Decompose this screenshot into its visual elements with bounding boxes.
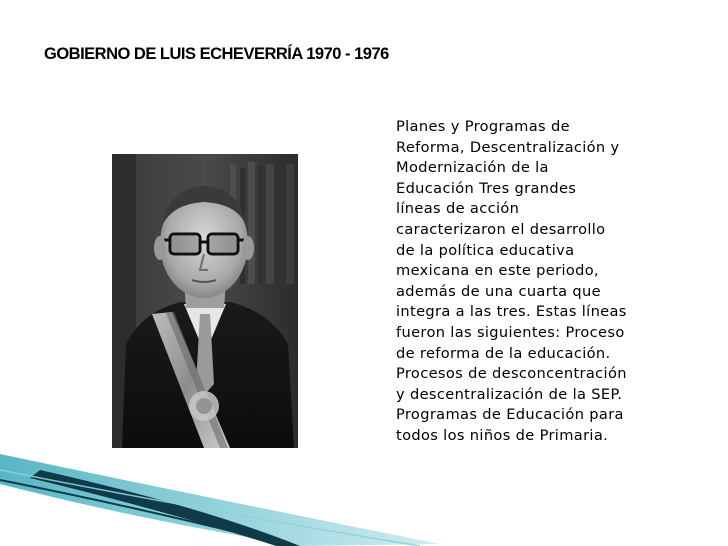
body-paragraph <box>396 117 664 447</box>
body-line: Educación Tres grandes <box>396 179 577 197</box>
body-line: mexicana en este periodo, <box>396 262 600 280</box>
body-line: fueron las siguientes: Proceso <box>396 323 625 341</box>
decorative-swoosh <box>0 440 728 546</box>
body-line: caracterizaron el desarrollo <box>396 220 606 238</box>
body-line: Procesos de desconcentración <box>396 365 627 383</box>
body-line: Reforma, Descentralización y <box>396 138 620 156</box>
body-line: integra a las tres. Estas líneas <box>396 303 627 321</box>
body-line: de la política educativa <box>396 241 575 259</box>
body-line: todos los niños de Primaria. <box>396 426 609 444</box>
body-line: líneas de acción <box>396 200 520 218</box>
body-line: Programas de Educación para <box>396 406 624 424</box>
body-line: y descentralización de la SEP. <box>396 385 623 403</box>
body-line: de reforma de la educación. <box>396 344 611 362</box>
portrait-photo <box>112 154 298 448</box>
body-line: Planes y Programas de <box>396 118 570 135</box>
slide-title: GOBIERNO DE LUIS ECHEVERRÍA 1970 - 1976 <box>44 45 389 63</box>
swoosh-teal-band <box>0 454 440 546</box>
body-line: Modernización de la <box>396 159 549 177</box>
body-line: además de una cuarta que <box>396 282 601 300</box>
